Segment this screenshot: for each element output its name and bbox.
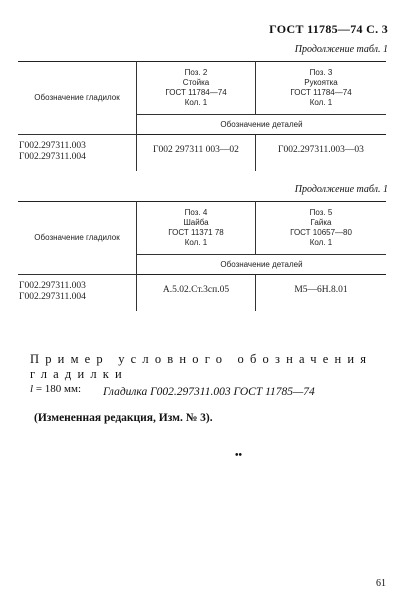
position-number: Поз. 2	[184, 68, 208, 77]
designation-item: Г002.297311.003	[19, 141, 86, 151]
part-value-cell: М5—6Н.8.01	[256, 275, 387, 312]
table-continuation-label-1: Продолжение табл. 1	[294, 44, 388, 55]
part-standard: ГОСТ 11784—74	[290, 88, 352, 97]
page-number: 61	[376, 578, 386, 589]
part-quantity: Кол. 1	[184, 238, 208, 247]
part-quantity: Кол. 1	[184, 98, 208, 107]
parts-table-1	[18, 61, 386, 171]
edition-note: (Измененная редакция, Изм. № 3).	[34, 412, 213, 424]
designation-item: Г002.297311.004	[19, 152, 86, 162]
part-name: Стойка	[182, 78, 210, 87]
designation-column-header: Обозначение гладилок	[18, 62, 137, 135]
position-3-header	[256, 62, 387, 115]
part-value-cell: Г002.297311.003—03	[256, 135, 387, 172]
position-5-header	[256, 202, 387, 255]
example-designation: Гладилка Г002.297311.003 ГОСТ 11785—74	[103, 386, 315, 398]
parts-table-2	[18, 201, 386, 311]
part-value-cell: А.5.02.Ст.3сп.05	[137, 275, 256, 312]
position-number: Поз. 4	[184, 208, 208, 217]
part-standard: ГОСТ 11371 78	[168, 228, 224, 237]
stray-mark: ••	[235, 450, 243, 461]
part-standard: ГОСТ 10657—80	[290, 228, 352, 237]
table-continuation-label-2: Продолжение табл. 1	[294, 184, 388, 195]
designation-column-header: Обозначение гладилок	[18, 202, 137, 275]
example-heading: Пример условного обозначения гладилки	[30, 352, 373, 381]
designation-cell	[18, 135, 137, 172]
designation-cell	[18, 275, 137, 312]
length-symbol: l	[30, 383, 34, 395]
part-name: Шайба	[183, 218, 209, 227]
part-quantity: Кол. 1	[309, 238, 333, 247]
document-header: ГОСТ 11785—74 С. 3	[269, 22, 388, 36]
position-number: Поз. 3	[309, 68, 333, 77]
designation-item: Г002.297311.003	[19, 281, 86, 291]
position-4-header	[137, 202, 256, 255]
parts-designation-label: Обозначение деталей	[137, 115, 387, 135]
length-value: = 180 мм:	[33, 383, 81, 395]
position-number: Поз. 5	[309, 208, 333, 217]
part-standard: ГОСТ 11784—74	[165, 88, 227, 97]
designation-item: Г002.297311.004	[19, 292, 86, 302]
part-name: Гайка	[310, 218, 332, 227]
part-value-cell: Г002 297311 003—02	[137, 135, 256, 172]
parts-designation-label: Обозначение деталей	[137, 255, 387, 275]
part-quantity: Кол. 1	[309, 98, 333, 107]
part-name: Рукоятка	[304, 78, 338, 87]
position-2-header	[137, 62, 256, 115]
